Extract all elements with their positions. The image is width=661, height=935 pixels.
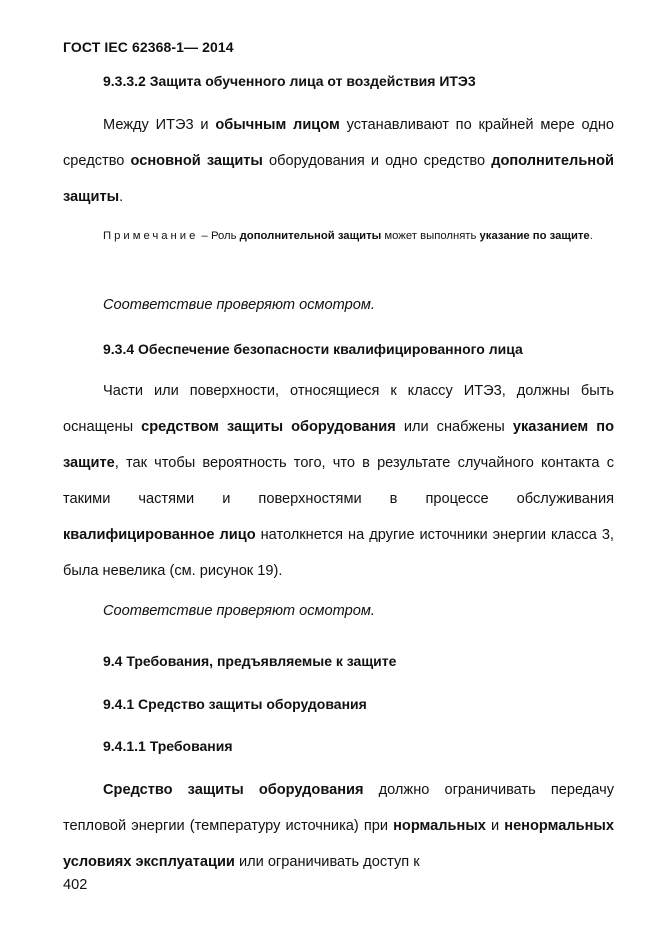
section-heading-9-4-1: 9.4.1 Средство защиты оборудования [103,696,367,712]
paragraph-9-3-4: Части или поверхности, относящиеся к классу ИТЭ3, должны быть оснащены средством защиты оборудования или снабжены указанием по защите, так чтобы вероятность того, что в результате случайного контакта с такими частями и поверхностями в процессе обслуживания квалифицированное лицо натолкнется на другие источники энергии класса 3, была невелика (см. рисунок 19). [63,383,614,579]
compliance-check-2: Соответствие проверяют осмотром. [103,603,375,619]
section-heading-9-4-1-1: 9.4.1.1 Требования [103,738,233,754]
page-number: 402 [63,877,88,893]
section-heading-9-4: 9.4 Требования, предъявляемые к защите [103,653,397,669]
section-heading-9-3-4: 9.3.4 Обеспечение безопасности квалифицированного лица [103,341,523,357]
compliance-check-1: Соответствие проверяют осмотром. [103,297,375,313]
paragraph-9-4-1-1: Средство защиты оборудования должно ограничивать передачу тепловой энергии (температуру источника) при нормальных и ненормальных условиях эксплуатации или ограничивать доступ к [63,782,614,870]
document-header: ГОСТ IEC 62368-1— 2014 [63,39,234,55]
note-paragraph: Примечание – Роль дополнительной защиты может выполнять указание по защите. [103,230,593,242]
section-heading-9-3-3-2: 9.3.3.2 Защита обученного лица от воздействия ИТЭ3 [103,73,476,89]
paragraph-9-3-3-2: Между ИТЭ3 и обычным лицом устанавливают по крайней мере одно средство основной защиты оборудования и одно средство дополнительной защиты. [63,117,614,205]
